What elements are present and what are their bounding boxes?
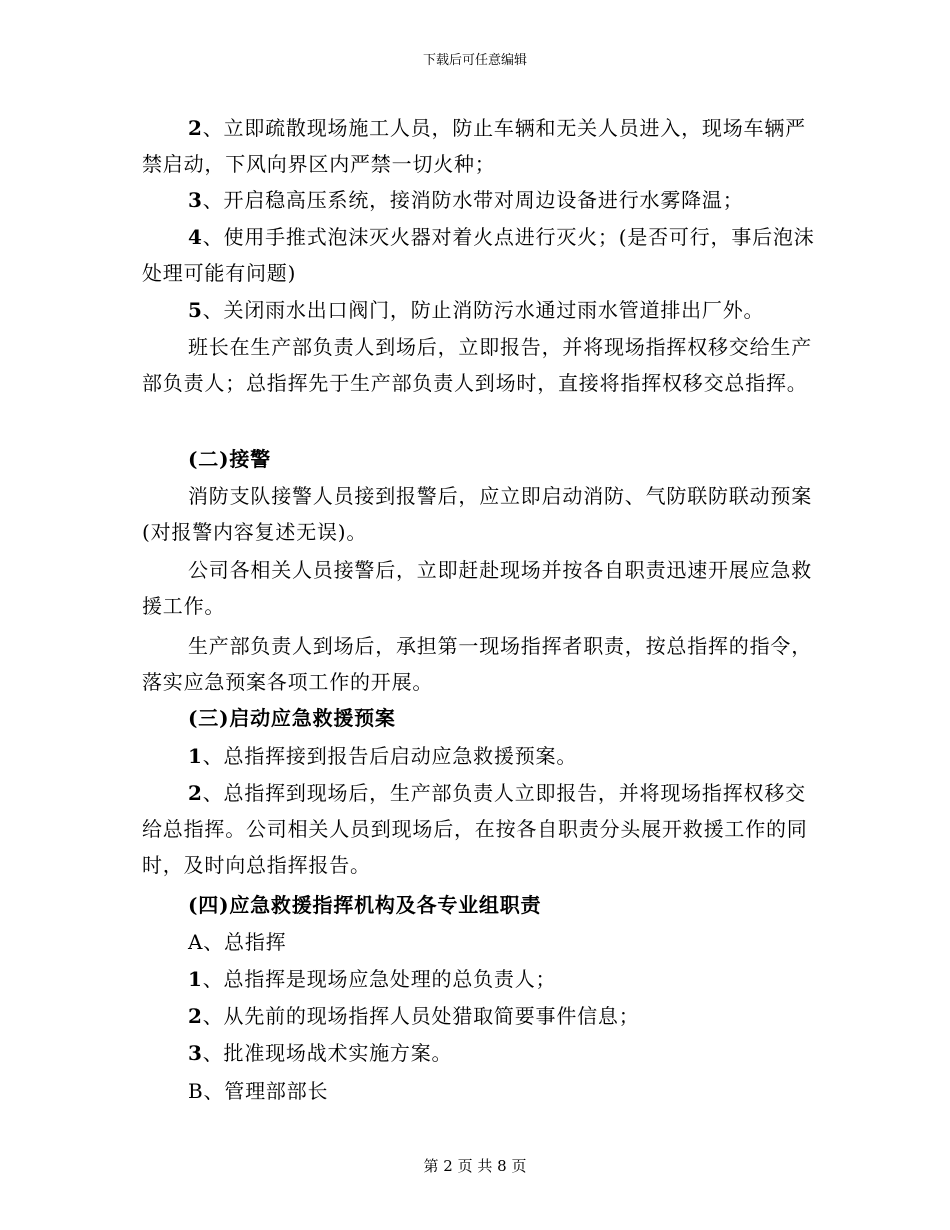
list-item: [142, 1035, 822, 1071]
list-item: [142, 110, 822, 182]
item-number: 2: [188, 781, 203, 805]
paragraph: 班长在生产部负责人到场后，立即报告，并将现场指挥权移交给生产部负责人；总指挥先于生产部负责人到场时，直接将指挥权移交总指挥。: [142, 335, 812, 395]
item-number: 4: [188, 225, 203, 249]
paragraph-text: 、总指挥是现场应急处理的总负责人；: [202, 967, 557, 991]
item-number: 3: [188, 1041, 203, 1065]
section-heading: (四)应急救援指挥机构及各专业组职责: [188, 893, 542, 917]
item-number: 2: [188, 1004, 203, 1028]
list-item: [142, 182, 822, 218]
paragraph-text: 、使用手推式泡沫灭火器对着火点进行灭火；(是否可行，事后泡沫处理可能有问题): [142, 225, 815, 285]
list-item: [142, 775, 822, 883]
item-number: 1: [188, 744, 203, 768]
section-heading: (三)启动应急救援预案: [188, 706, 396, 730]
item-number: 1: [188, 967, 203, 991]
paragraph: A、总指挥: [188, 930, 287, 954]
paragraph: 公司各相关人员接警后，立即赶赴现场并按各自职责迅速开展应急救援工作。: [142, 558, 812, 618]
list-item: [142, 219, 822, 291]
paragraph-text: 、总指挥接到报告后启动应急救援预案。: [202, 744, 578, 768]
list-item: [142, 961, 822, 997]
paragraph-text: 、开启稳高压系统，接消防水带对周边设备进行水雾降温；: [202, 188, 744, 212]
list-item: [142, 738, 822, 774]
paragraph: B、管理部部长: [188, 1079, 329, 1103]
paragraph-text: 、关闭雨水出口阀门，防止消防污水通过雨水管道排出厂外。: [202, 298, 765, 322]
paragraph-text: 、总指挥到现场后，生产部负责人立即报告，并将现场指挥权移交给总指挥。公司相关人员到现场后，在按各自职责分头展开救援工作的同时，及时向总指挥报告。: [142, 781, 808, 877]
item-number: 5: [188, 298, 203, 322]
paragraph: 生产部负责人到场后，承担第一现场指挥者职责，按总指挥的指令，落实应急预案各项工作的开展。: [142, 634, 812, 694]
paragraph-text: 、从先前的现场指挥人员处猎取简要事件信息；: [202, 1004, 640, 1028]
paragraph-text: 、批准现场战术实施方案。: [202, 1041, 453, 1065]
item-number: 3: [188, 188, 203, 212]
list-item: [142, 998, 822, 1034]
section-heading: (二)接警: [188, 447, 271, 471]
paragraph: 消防支队接警人员接到报警后，应立即启动消防、气防联防联动预案(对报警内容复述无误)。: [142, 484, 812, 544]
paragraph-text: 、立即疏散现场施工人员，防止车辆和无关人员进入，现场车辆严禁启动，下风向界区内严禁一切火种；: [142, 116, 806, 176]
list-item: [142, 292, 822, 328]
item-number: 2: [188, 116, 203, 140]
page-header: 下载后可任意编辑: [422, 53, 527, 68]
page-number-footer: 第 2 页 共 8 页: [423, 1157, 527, 1175]
